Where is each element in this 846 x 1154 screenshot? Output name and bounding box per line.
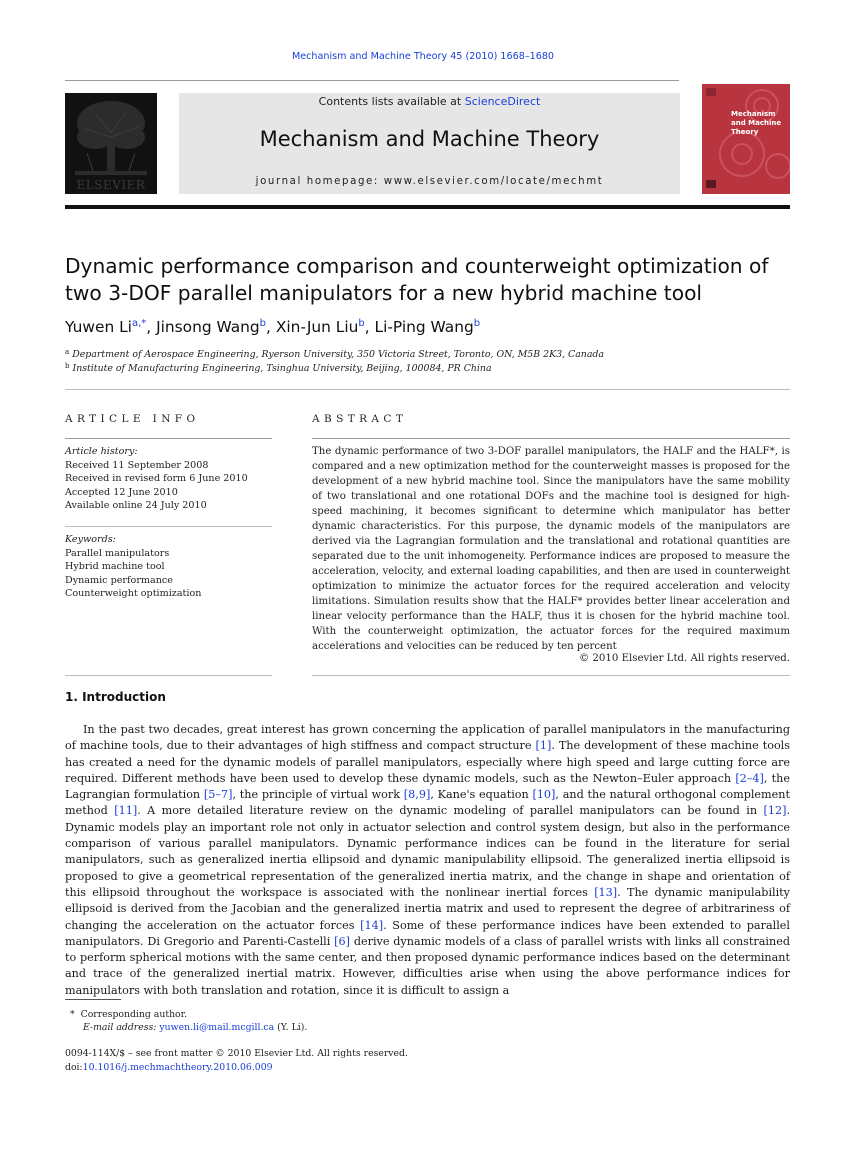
keyword: Dynamic performance: [65, 574, 173, 586]
paragraph-text: , Kane's equation: [430, 788, 533, 802]
keyword: Counterweight optimization: [65, 588, 202, 599]
section-heading: 1. Introduction: [65, 690, 166, 704]
email-link[interactable]: yuwen.li@mail.mcgill.ca: [159, 1022, 275, 1033]
footnote-rule: [65, 999, 121, 1000]
paragraph-text: . The dynamic manipulability ellipsoid is derived from the Jacobian and the generalized inertia matrix and used to represent the degree of arbitrariness of changing the acceleration on the actuator forces: [65, 885, 790, 932]
header-thick-rule: [65, 205, 790, 209]
citation-link[interactable]: [2–4]: [735, 771, 764, 785]
gear-pattern-icon: [702, 84, 790, 194]
copyright: © 2010 Elsevier Ltd. All rights reserved.: [578, 653, 790, 664]
author-list: Yuwen $Li^{a,*}$, Jinsong Wang$^b$, Xin-Jun Liu$^b$, Li-Ping Wang$^b$: [65, 318, 481, 336]
keyword: Parallel manipulators: [65, 547, 170, 559]
history-item: Received 11 September 2008: [65, 459, 209, 471]
article-info-label: ARTICLE INFO: [65, 413, 200, 425]
citation-link[interactable]: [11]: [114, 804, 138, 818]
author-name: Jinsong Wang: [156, 318, 260, 336]
paragraph-text: derive dynamic models of a class of parallel wrists with links all constrained to perform spherical motions with the same center, and then proposed dynamic performance indices based on the determinant and trace of the generalized inertial matrix. However, difficulties arise when using the above performance indices for manipulators with both translation and rotation, since it is difficult to assign a: [65, 934, 791, 997]
doi-prefix: doi:: [65, 1062, 83, 1073]
journal-citation[interactable]: Mechanism and Machine Theory 45 (2010) 1668–1680: [291, 51, 555, 62]
article-title: Dynamic performance comparison and counterweight optimization of two 3-DOF parallel manipulators for a new hybrid machine tool: [65, 254, 769, 305]
history-item: Received in revised form 6 June 2010: [65, 473, 248, 484]
citation-link[interactable]: [10]: [532, 788, 556, 802]
citation-link[interactable]: [14]: [360, 918, 384, 932]
affiliation: [65, 362, 492, 374]
cover-title: Mechanism and Machine Theory: [731, 110, 782, 136]
info-divider: [65, 526, 272, 527]
title-divider: [65, 389, 790, 390]
abstract-divider: [312, 438, 790, 439]
issn-line: 0094-114X/$ – see front matter © 2010 Elsevier Ltd. All rights reserved.: [65, 1048, 408, 1059]
affiliation: [65, 348, 604, 360]
author-affil-mark[interactable]: a,*: [131, 318, 147, 329]
author-name: Yuwen Li: [65, 318, 132, 336]
abstract-divider: [312, 675, 790, 676]
affiliation-text: Institute of Manufacturing Engineering, Tsinghua University, Beijing, 100084, PR China: [72, 363, 492, 374]
info-divider: [65, 675, 272, 676]
affiliation-text: Department of Aerospace Engineering, Ryerson University, 350 Victoria Street, Toronto, ON, M5B 2K3, Canada: [72, 349, 605, 360]
elsevier-logo: [65, 93, 157, 194]
top-divider: [65, 80, 679, 81]
journal-title: Mechanism and Machine Theory: [259, 127, 600, 151]
author-name: Xin-Jun Liu: [275, 318, 359, 336]
author-affil-mark[interactable]: b: [473, 318, 481, 329]
affiliation-mark: b: [65, 362, 70, 370]
contents-line: [179, 95, 680, 108]
sciencedirect-link[interactable]: ScienceDirect: [464, 95, 541, 108]
doi-line: [65, 1062, 273, 1073]
journal-homepage[interactable]: journal homepage: www.elsevier.com/locate/mechmt: [255, 176, 604, 187]
article-history: [65, 445, 272, 513]
journal-cover: [702, 84, 790, 194]
paragraph-text: , the Lagrangian formulation: [65, 771, 791, 802]
paragraph-text: . The development of these machine tools has created a need for the dynamic models of parallel manipulators, especially where high speed and large cutting force are required. Different methods have been used to develop these dynamic models, such as the Newton–Euler approach: [65, 739, 790, 785]
footnote-mark: *: [70, 1009, 75, 1020]
paragraph-text: , the principle of virtual work: [232, 788, 404, 802]
elsevier-wordmark: ELSEVIER: [76, 178, 146, 192]
corresponding-footnote: [70, 1009, 187, 1020]
author-affil-mark[interactable]: b: [358, 318, 365, 329]
citation-link[interactable]: [6]: [334, 934, 351, 948]
author-affil-mark[interactable]: b: [259, 318, 267, 329]
author-name: Li-Ping Wang: [374, 318, 474, 336]
intro-paragraph: [65, 722, 790, 999]
paragraph-text: . A more detailed literature review on the dynamic modeling of parallel manipulators can be found in: [137, 804, 764, 818]
paragraph-text: . Dynamic models play an important role not only in actuator selection and control system design, but also in the performance comparison of various parallel manipulators. Dynamic performance indices can be found in the literature for serial manipulators, such as generalized inertia ellipsoid and dynamic manipulability ellipsoid. The generalized inertia ellipsoid is proposed to give a geometrical representation of the generalized inertia matrix, and the change in shape and orientation of this ellipsoid throughout the workspace is associated with the nonlinear inertial forces: [65, 804, 791, 899]
citation-link[interactable]: [5–7]: [203, 788, 233, 802]
abstract-text: The dynamic performance of two 3-DOF parallel manipulators, the HALF and the HALF*, is compared and a new optimization method for the counterweight masses is proposed for the development of a new hybrid machine tool. Since the manipulators have the same mobility of two translational and one rotational DOFs and the machine tool is designed for high-speed machining, it becomes significant to determine which manipulator has better dynamic characteristics. For this purpose, the dynamic models of the manipulators are derived via the Lagrangian formulation and the translational and rotational quantities are separated due to the unit inhomogeneity. Performance indices are proposed to measure the acceleration, velocity, and external loading capabilities, and then are used in counterweight optimization to minimize the actuator forces for the required acceleration and velocity limitations. Simulation results show that the HALF* provides better linear acceleration and linear velocity performance than the HALF, thus it is chosen for the hybrid machine tool. With the counterweight optimization, the actuator forces for the required maximum accelerations and velocities can be reduced by ten percent: [312, 446, 790, 652]
history-item: Available online 24 July 2010: [65, 500, 207, 511]
abstract-label: ABSTRACT: [312, 413, 408, 425]
citation-link[interactable]: [12]: [763, 804, 787, 818]
doi-link[interactable]: 10.1016/j.mechmachtheory.2010.06.009: [82, 1062, 273, 1073]
keywords-heading: Keywords:: [65, 534, 116, 545]
paragraph-text: . Some of these performance indices have been extended to parallel manipulators. Di Gregorio and Parenti-Castelli: [65, 918, 790, 948]
email-footnote: [83, 1022, 307, 1033]
info-divider: [65, 438, 272, 439]
history-item: Accepted 12 June 2010: [65, 486, 178, 498]
citation-link[interactable]: [13]: [594, 885, 618, 899]
keywords: [65, 533, 272, 601]
paragraph-text: In the past two decades, great interest has grown concerning the application of parallel manipulators in the manufacturing of machine tools, due to their advantages of high stiffness and compact structure: [65, 723, 790, 753]
corresponding-text: Corresponding author.: [80, 1009, 188, 1020]
affiliation-mark: a: [65, 348, 70, 356]
contents-prefix: Contents lists available at: [318, 95, 465, 108]
keyword: Hybrid machine tool: [65, 561, 165, 572]
email-label: E-mail address:: [83, 1022, 157, 1033]
citation-link[interactable]: [8,9]: [403, 788, 431, 802]
citation-link[interactable]: [1]: [535, 739, 552, 753]
email-suffix: (Y. Li).: [274, 1022, 308, 1033]
paragraph-text: , and the natural orthogonal complement method: [65, 788, 790, 818]
history-heading: Article history:: [65, 446, 138, 457]
